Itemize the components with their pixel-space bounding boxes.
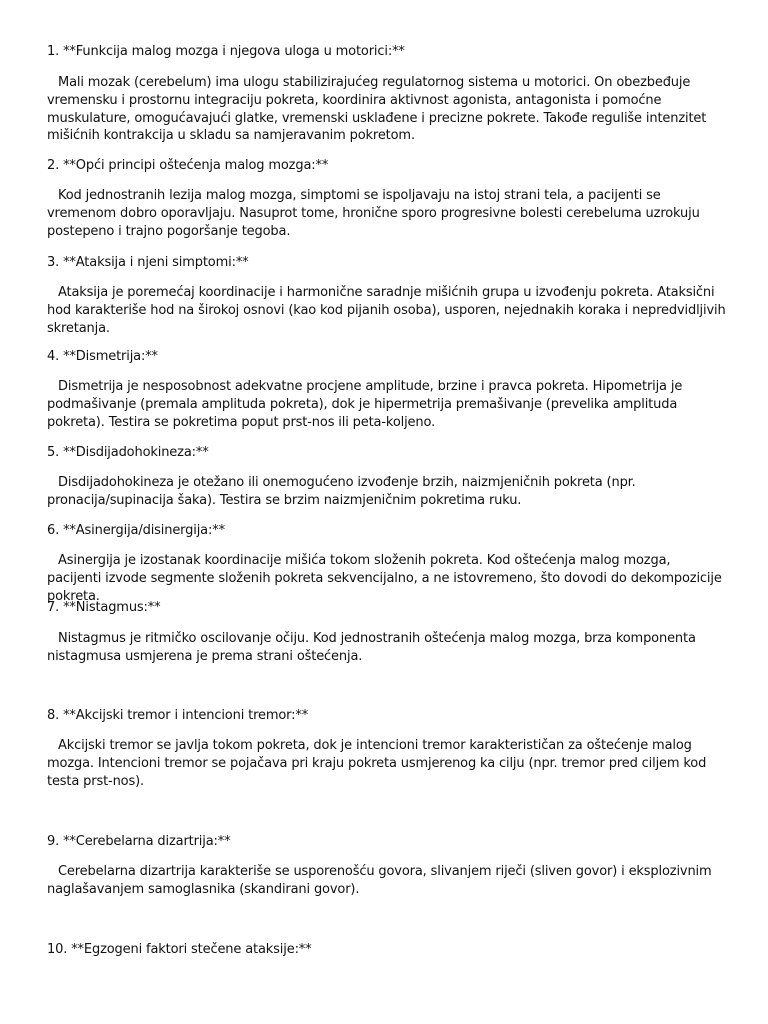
section-body-2: Kod jednostranih lezija malog mozga, simptomi se ispoljavaju na istoj strani tela, a pacijenti se vremenom dobro oporavljaju. Nasuprot tome, hronične sporo progresivne bolesti cerebeluma uzrokuju postepeno i trajno pogoršanje tegoba.: [47, 188, 700, 239]
section-heading-9: 9. **Cerebelarna dizartrija:**: [47, 834, 231, 849]
section-heading-2: 2. **Opći principi oštećenja malog mozga:**: [47, 158, 329, 173]
section-heading-3: 3. **Ataksija i njeni simptomi:**: [47, 255, 249, 270]
section-heading-5: 5. **Disdijadohokineza:**: [47, 445, 209, 460]
section-heading-6: 6. **Asinergija/disinergija:**: [47, 523, 225, 538]
section-heading-7: 7. **Nistagmus:**: [47, 600, 161, 615]
section-body-9: Cerebelarna dizartrija karakteriše se usporenošću govora, slivanjem riječi (sliven govor) i eksplozivnim naglašavanjem samoglasnika (skandirani govor).: [47, 864, 712, 897]
section-body-7: Nistagmus je ritmičko oscilovanje očiju. Kod jednostranih oštećenja malog mozga, brza komponenta nistagmusa usmjerena je prema strani oštećenja.: [47, 631, 696, 664]
section-body-3: Ataksija je poremećaj koordinacije i harmonične saradnje mišićnih grupa u izvođenju pokreta. Ataksični hod karakteriše hod na širokoj osnovi (kao kod pijanih osoba), usporen, nejednakih koraka i nepredvidljivih skretanja.: [47, 285, 726, 336]
section-body-1: Mali mozak (cerebelum) ima ulogu stabilizirajućeg regulatornog sistema u motorici. On obezbeđuje vremensku i prostornu integraciju pokreta, koordinira aktivnost agonista, antagonista i pomoćne muskulature, omogućavajući glatke, vremenski usklađene i precizne pokrete. Takođe reguliše intenzitet mišićnih kontrakcija u skladu sa namjeravanim pokretom.: [47, 75, 707, 144]
section-body-6: Asinergija je izostanak koordinacije mišića tokom složenih pokreta. Kod oštećenja malog mozga, pacijenti izvode segmente složenih pokreta sekvencijalno, a ne istovremeno, što dovodi do dekompozicije pokreta.: [47, 553, 722, 604]
section-body-4: Dismetrija je nesposobnost adekvatne procjene amplitude, brzine i pravca pokreta. Hipometrija je podmašivanje (premala amplituda pokreta), dok je hipermetrija premašivanje (prevelika amplituda pokreta). Testira se pokretima poput prst-nos ili peta-koljeno.: [47, 379, 683, 430]
section-heading-8: 8. **Akcijski tremor i intencioni tremor:**: [47, 708, 309, 723]
section-heading-10: 10. **Egzogeni faktori stečene ataksije:**: [47, 942, 312, 957]
section-heading-4: 4. **Dismetrija:**: [47, 349, 158, 364]
section-body-5: Disdijadohokineza je otežano ili onemogućeno izvođenje brzih, naizmjeničnih pokreta (npr. pronacija/supinacija šaka). Testira se brzim naizmjeničnim pokretima ruku.: [47, 475, 636, 508]
section-body-8: Akcijski tremor se javlja tokom pokreta, dok je intencioni tremor karakterističan za oštećenje malog mozga. Intencioni tremor se pojačava pri kraju pokreta usmjerenog ka cilju (npr. tremor pred ciljem kod testa prst-nos).: [47, 738, 707, 789]
section-heading-1: 1. **Funkcija malog mozga i njegova uloga u motorici:**: [47, 44, 405, 59]
